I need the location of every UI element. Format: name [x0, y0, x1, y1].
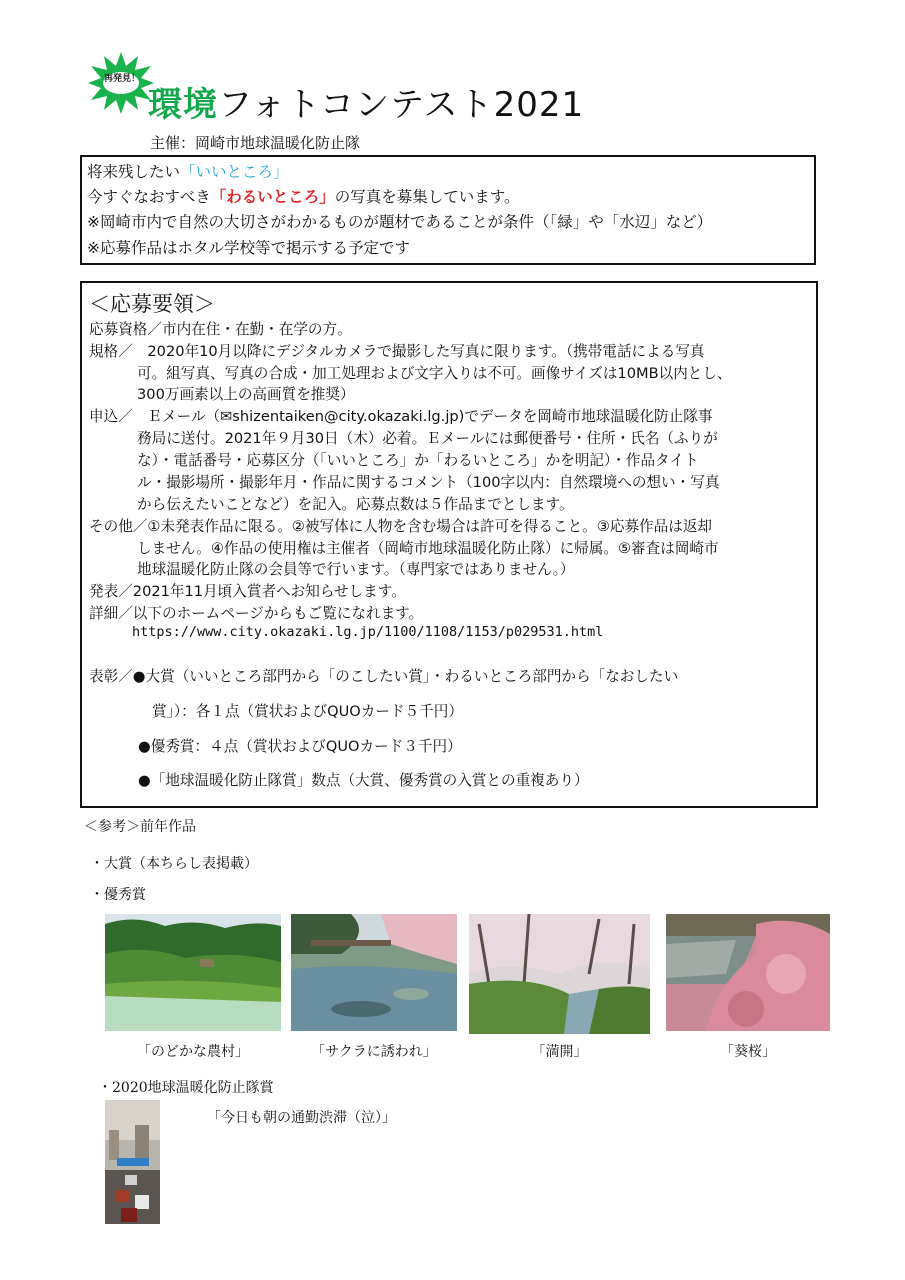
apply-line: から伝えたいことなど）を記入。応募点数は５作品までとします。	[137, 496, 574, 513]
other-line: しません。④作品の使用権は主催者（岡崎市地球温暖化防止隊）に帰属。⑤審査は岡崎市	[137, 540, 719, 557]
photo-full-bloom	[469, 914, 650, 1034]
photo-caption: 「サクラに誘われ」	[311, 1044, 437, 1060]
intro-line-2: 今すぐなおすべき「わるいところ」の写真を募集しています。	[87, 188, 520, 206]
reference-heading: ＜参考＞前年作品	[84, 819, 196, 835]
title-rest: フォトコンテスト2021	[218, 85, 585, 125]
photo-caption: 「のどかな農村」	[137, 1044, 249, 1060]
apply-line: 申込／ Ｅメール（✉shizentaiken@city.okazaki.lg.jp)でデータを岡崎市地球温暖化防止隊事	[89, 408, 713, 425]
badge-label: 再発見！	[103, 74, 140, 84]
details: 詳細／以下のホームページからもご覧になれます。	[89, 605, 424, 622]
apply-line: な）・電話番号・応募区分（「いいところ」か「わるいところ」かを明記）・作品タイト	[137, 452, 699, 469]
intro-line-4: ※応募作品はホタル学校等で掲示する予定です	[87, 239, 410, 257]
award-grand-line: 表彰／●大賞（いいところ部門から「のこしたい賞」・わるいところ部門から「なおしたい	[89, 668, 679, 685]
intro-line-3: ※岡崎市内で自然の大切さがわかるものが題材であることが条件（「緑」や「水辺」など）	[87, 213, 713, 231]
title-green: 環境	[148, 85, 218, 125]
apply-line: ル・撮影場所・撮影年月・作品に関するコメント（100字以内：自然環境への想い・写真	[137, 474, 720, 491]
other-line: 地球温暖化防止隊の会員等で行います。（専門家ではありません。）	[137, 561, 575, 578]
organizer: 主催：岡崎市地球温暖化防止隊	[150, 134, 361, 152]
reference-excellent: ・優秀賞	[90, 887, 146, 903]
award-excellent: ●優秀賞：４点（賞状およびQUOカード３千円）	[138, 738, 462, 755]
award-grand-line: 賞」）：各１点（賞状およびQUOカード５千円）	[152, 703, 463, 720]
photo-rural-village	[105, 914, 281, 1031]
award-special: ●「地球温暖化防止隊賞」数点（大賞、優秀賞の入賞との重複あり）	[138, 772, 589, 789]
page-title	[148, 82, 584, 128]
homepage-link[interactable]: https://www.city.okazaki.lg.jp/1100/1108/1153/p029531.html	[132, 624, 604, 640]
spec-line: 規格／ 2020年10月以降にデジタルカメラで撮影した写真に限ります。（携帯電話による写真	[89, 343, 705, 360]
apply-line: 務局に送付。2021年９月30日（木）必着。Ｅメールには郵便番号・住所・氏名（ふりが	[137, 430, 718, 447]
reference-grand: ・大賞（本ちらし表掲載）	[90, 856, 258, 872]
spec-line: 可。組写真、写真の合成・加工処理および文字入りは不可。画像サイズは10MB以内とし、	[137, 365, 732, 382]
guidelines-heading: ＜応募要領＞	[89, 292, 215, 316]
other-line: その他／①未発表作品に限る。②被写体に人物を含む場合は許可を得ること。③応募作品は返却	[89, 518, 713, 535]
photo-commute-traffic	[105, 1100, 160, 1224]
special-award-caption: 「今日も朝の通勤渋滞（泣）」	[207, 1110, 396, 1126]
photo-sakura-river	[291, 914, 457, 1031]
spec-line: 300万画素以上の高画質を推奨）	[137, 386, 355, 403]
photo-caption: 「葵桜」	[720, 1044, 776, 1060]
photo-aoi-sakura	[666, 914, 830, 1031]
reference-special-heading: ・2020地球温暖化防止隊賞	[98, 1080, 274, 1096]
eligibility: 応募資格／市内在住・在勤・在学の方。	[89, 321, 352, 338]
intro-line-1: 将来残したい「いいところ」	[87, 163, 289, 181]
announce: 発表／2021年11月頃入賞者へお知らせします。	[89, 583, 406, 600]
photo-caption: 「満開」	[531, 1044, 588, 1060]
